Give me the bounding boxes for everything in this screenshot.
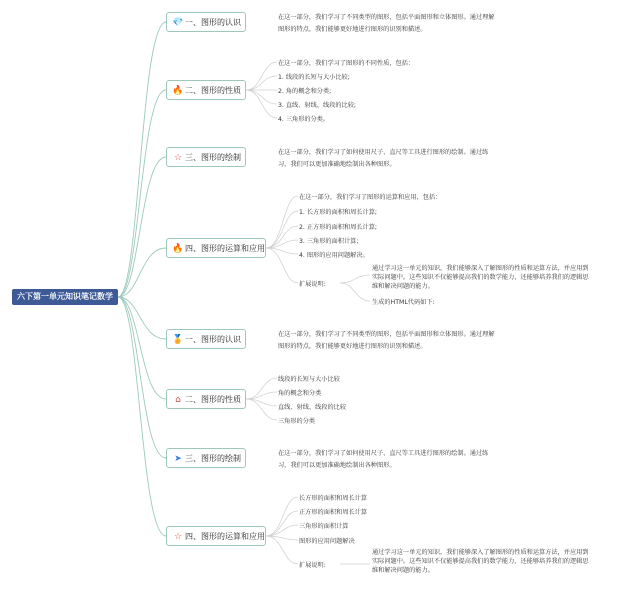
root-node[interactable]: 六下第一单元知识笔记数学 — [12, 289, 118, 305]
list-item: 3. 直线、射线、线段的比较; — [278, 102, 357, 109]
list-item: 1. 长方形的面积和周长计算; — [299, 209, 378, 216]
star-icon: ☆ — [173, 153, 183, 163]
branch-intro: 在这一部分，我们学习了图形的不同性质，包括： — [278, 60, 415, 67]
list-item: 角的概念和分类 — [278, 390, 322, 397]
list-item: 三角形的分类 — [278, 418, 316, 425]
branch-shape-properties-2[interactable] — [166, 389, 246, 409]
extension-text: 通过学习这一单元的知识，我们能够深入了解图形的性质和运算方法，并应用到 实际问题中。这些知识不仅能够提高我们的数学能力，还能够培养我们的逻辑思 维和解决问题的能力。 — [372, 265, 589, 290]
branch-label: 三、图形的绘制 — [185, 153, 241, 162]
branch-text: 在这一部分，我们学习了不同类型的图形，包括平面图形和立体图形。通过理解 图形的特点，我们能够更好地进行图形的识别和描述。 — [278, 14, 495, 33]
branch-label: 二、图形的性质 — [185, 86, 241, 95]
branch-shape-recognition[interactable] — [166, 12, 246, 32]
branch-shape-recognition-2[interactable] — [166, 329, 246, 349]
star-icon: ☆ — [173, 532, 183, 542]
branch-label: 四、图形的运算和应用 — [185, 532, 265, 541]
list-item: 4. 图形的应用问题解决。 — [299, 252, 369, 259]
branch-shape-properties[interactable] — [166, 80, 246, 100]
branch-label: 三、图形的绘制 — [185, 454, 241, 463]
list-item: 2. 正方形的面积和周长计算; — [299, 224, 378, 231]
branch-text: 在这一部分，我们学习了如何使用尺子、直尺等工具进行图形的绘制。通过练 习，我们可以更加准确地绘制出各种图形。 — [278, 149, 489, 168]
list-item: 长方形的面积和周长计算 — [299, 495, 368, 502]
list-item: 正方形的面积和周长计算 — [299, 509, 368, 516]
branch-shape-operations[interactable] — [166, 238, 266, 258]
list-item: 2. 角的概念和分类; — [278, 88, 332, 95]
list-item: 三角形的面积计算 — [299, 523, 349, 530]
branch-label: 四、图形的运算和应用 — [185, 244, 265, 253]
branch-shape-operations-2[interactable] — [166, 526, 266, 546]
branch-intro: 在这一部分，我们学习了图形的运算和应用，包括： — [299, 194, 442, 201]
extension-label: 扩展说明: — [299, 281, 326, 288]
extension-note: 生成的HTML代码如下: — [372, 299, 435, 306]
extension-label: 扩展说明: — [299, 562, 326, 569]
branch-label: 一、图形的认识 — [185, 18, 241, 27]
list-item: 3. 三角形的面积计算; — [299, 238, 359, 245]
medal-icon: 🏅 — [172, 335, 184, 345]
branch-label: 二、图形的性质 — [185, 395, 241, 404]
send-icon: ➤ — [174, 454, 182, 464]
list-item: 图形的应用问题解决 — [299, 538, 355, 545]
branch-text: 在这一部分，我们学习了如何使用尺子、直尺等工具进行图形的绘制。通过练 习，我们可以更加准确地绘制出各种图形。 — [278, 450, 489, 469]
fire-icon: 🔥 — [172, 86, 184, 96]
home-icon: ⌂ — [175, 395, 181, 405]
branch-shape-drawing[interactable] — [166, 147, 246, 167]
list-item: 4. 三角形的分类。 — [278, 116, 330, 123]
list-item: 直线、射线、线段的比较 — [278, 404, 347, 411]
diamond-icon: 💎 — [172, 18, 184, 28]
branch-text: 在这一部分，我们学习了不同类型的图形，包括平面图形和立体图形。通过理解 图形的特点，我们能够更好地进行图形的识别和描述。 — [278, 331, 495, 350]
extension-text: 通过学习这一单元的知识，我们能够深入了解图形的性质和运算方法，并应用到 实际问题中。这些知识不仅能够提高我们的数学能力，还能够培养我们的逻辑思 维和解决问题的能力。 — [372, 549, 589, 574]
branch-shape-drawing-2[interactable] — [166, 448, 246, 468]
list-item: 线段的长短与大小比较 — [278, 376, 340, 383]
flame-icon: 🔥 — [172, 244, 184, 254]
list-item: 1. 线段的长短与大小比较; — [278, 74, 350, 81]
branch-label: 一、图形的认识 — [185, 335, 241, 344]
